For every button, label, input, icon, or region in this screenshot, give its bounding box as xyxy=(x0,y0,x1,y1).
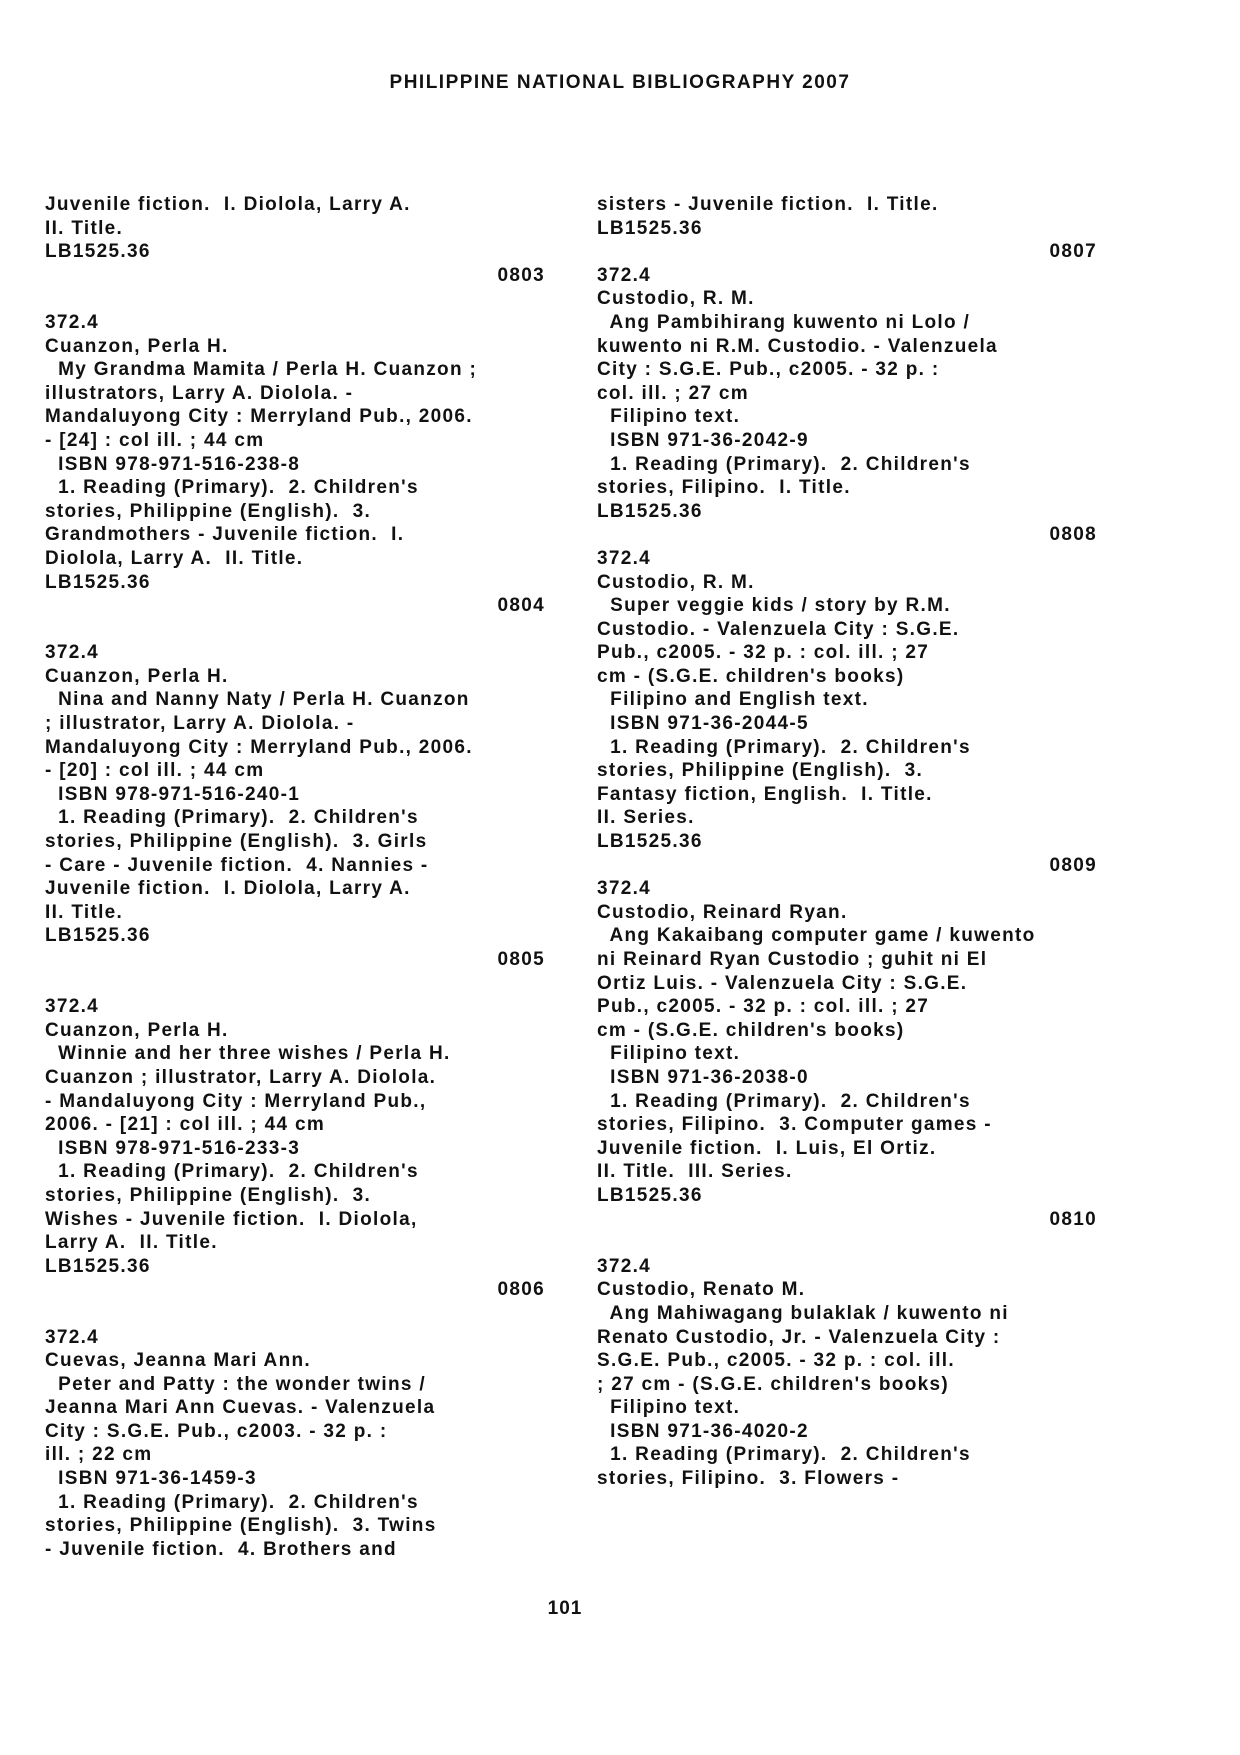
entry-line: Peter and Patty : the wonder twins / xyxy=(45,1373,426,1395)
blank-line xyxy=(597,1231,1097,1255)
entry-line: stories, Filipino. I. Title. xyxy=(597,477,851,499)
entry-line: Custodio, Reinard Ryan. xyxy=(597,901,848,923)
entry-line: City : S.G.E. Pub., c2003. - 32 p. : xyxy=(45,1420,388,1442)
entry-line: II. Title. III. Series. xyxy=(597,1161,793,1183)
entry-line: 1. Reading (Primary). 2. Children's xyxy=(597,1444,971,1466)
entry-line: Custodio, R. M. xyxy=(597,571,755,593)
entry-number: 0808 xyxy=(1049,524,1097,546)
entry-line: 1. Reading (Primary). 2. Children's xyxy=(597,1090,971,1112)
blank-line xyxy=(45,618,545,642)
left-column xyxy=(45,193,545,1561)
entry-line: 1. Reading (Primary). 2. Children's xyxy=(597,736,971,758)
entry-line: Custodio. - Valenzuela City : S.G.E. xyxy=(597,618,960,640)
entry-number: 0810 xyxy=(1049,1208,1097,1230)
entry-number: 0807 xyxy=(1049,241,1097,263)
entry-line: LB1525.36 xyxy=(597,1184,703,1206)
entry-line: 1. Reading (Primary). 2. Children's xyxy=(45,477,419,499)
entry-line: 1. Reading (Primary). 2. Children's xyxy=(45,1491,419,1513)
entry-line: LB1525.36 xyxy=(45,241,151,263)
entry-line: Larry A. II. Title. xyxy=(45,1232,218,1254)
entry-line: ; 27 cm - (S.G.E. children's books) xyxy=(597,1373,949,1395)
entry-line: Ortiz Luis. - Valenzuela City : S.G.E. xyxy=(597,972,968,994)
entry-line: Winnie and her three wishes / Perla H. xyxy=(45,1043,451,1065)
entry-line: ISBN 971-36-2044-5 xyxy=(597,713,809,735)
entry-line: 1. Reading (Primary). 2. Children's xyxy=(45,1161,419,1183)
entry-line: Ang Kakaibang computer game / kuwento xyxy=(597,925,1036,947)
entry-line: S.G.E. Pub., c2005. - 32 p. : col. ill. xyxy=(597,1350,955,1372)
entry-line: 372.4 xyxy=(597,264,652,286)
entry-line: Filipino text. xyxy=(597,1043,741,1065)
entry-line: ISBN 978-971-516-238-8 xyxy=(45,453,301,475)
entry-line: Pub., c2005. - 32 p. : col. ill. ; 27 xyxy=(597,642,930,664)
page-number: 101 xyxy=(547,1598,583,1619)
entry-line: Juvenile fiction. I. Diolola, Larry A. xyxy=(45,878,411,900)
entry-line: 372.4 xyxy=(45,311,100,333)
entry-line: 372.4 xyxy=(45,642,100,664)
entry-line: ISBN 971-36-4020-2 xyxy=(597,1420,809,1442)
entry-line: Renato Custodio, Jr. - Valenzuela City : xyxy=(597,1326,1001,1348)
entry-line: stories, Philippine (English). 3. xyxy=(597,760,924,782)
entry-line: Diolola, Larry A. II. Title. xyxy=(45,547,304,569)
entry-line: 1. Reading (Primary). 2. Children's xyxy=(45,807,419,829)
entry-line: ; illustrator, Larry A. Diolola. - xyxy=(45,713,355,735)
entry-line: My Grandma Mamita / Perla H. Cuanzon ; xyxy=(45,359,478,381)
entry-line: LB1525.36 xyxy=(45,1255,151,1277)
entry-line: Custodio, Renato M. xyxy=(597,1279,806,1301)
entry-line: II. Series. xyxy=(597,807,695,829)
entry-line: cm - (S.G.E. children's books) xyxy=(597,665,905,687)
entry-line: Filipino text. xyxy=(597,1397,741,1419)
entry-line: Mandaluyong City : Merryland Pub., 2006. xyxy=(45,406,473,428)
entry-line: Ang Pambihirang kuwento ni Lolo / xyxy=(597,311,971,333)
entry-line: kuwento ni R.M. Custodio. - Valenzuela xyxy=(597,335,998,357)
entry-line: 372.4 xyxy=(45,996,100,1018)
blank-line xyxy=(45,287,545,311)
entry-line: sisters - Juvenile fiction. I. Title. xyxy=(597,194,939,215)
entry-line: col. ill. ; 27 cm xyxy=(597,382,749,404)
entry-line: Super veggie kids / story by R.M. xyxy=(597,595,951,617)
blank-line xyxy=(45,972,545,996)
entry-line: - Juvenile fiction. 4. Brothers and xyxy=(45,1538,397,1560)
right-column xyxy=(597,193,1097,1491)
entry-line: 2006. - [21] : col ill. ; 44 cm xyxy=(45,1114,326,1136)
entry-line: Filipino and English text. xyxy=(597,689,869,711)
entry-line: - Care - Juvenile fiction. 4. Nannies - xyxy=(45,854,429,876)
entry-line: Juvenile fiction. I. Luis, El Ortiz. xyxy=(597,1137,937,1159)
entry-line: Mandaluyong City : Merryland Pub., 2006. xyxy=(45,736,473,758)
entry-line: - Mandaluyong City : Merryland Pub., xyxy=(45,1090,427,1112)
entry-line: ISBN 971-36-2042-9 xyxy=(597,429,809,451)
entry-line: Cuanzon ; illustrator, Larry A. Diolola. xyxy=(45,1066,437,1088)
entry-line: City : S.G.E. Pub., c2005. - 32 p. : xyxy=(597,359,940,381)
entry-line: LB1525.36 xyxy=(597,831,703,853)
entry-line: Fantasy fiction, English. I. Title. xyxy=(597,783,933,805)
entry-line: LB1525.36 xyxy=(45,571,151,593)
entry-line: Filipino text. xyxy=(597,406,741,428)
entry-line: ill. ; 22 cm xyxy=(45,1444,153,1466)
entry-line: - [24] : col ill. ; 44 cm xyxy=(45,429,265,451)
entry-line: 372.4 xyxy=(597,1255,652,1277)
entry-line: - [20] : col ill. ; 44 cm xyxy=(45,760,265,782)
entry-line: LB1525.36 xyxy=(45,925,151,947)
entry-line: Juvenile fiction. I. Diolola, Larry A. xyxy=(45,194,411,215)
entry-line: Cuanzon, Perla H. xyxy=(45,335,229,357)
entry-line: Jeanna Mari Ann Cuevas. - Valenzuela xyxy=(45,1397,436,1419)
entry-line: illustrators, Larry A. Diolola. - xyxy=(45,382,354,404)
entry-line: 372.4 xyxy=(45,1326,100,1348)
page-title: PHILIPPINE NATIONAL BIBLIOGRAPHY 2007 xyxy=(389,72,851,93)
entry-number: 0803 xyxy=(497,264,545,286)
entry-line: stories, Philippine (English). 3. Twins xyxy=(45,1515,437,1537)
entry-line: LB1525.36 xyxy=(597,500,703,522)
entry-line: Cuanzon, Perla H. xyxy=(45,665,229,687)
entry-line: LB1525.36 xyxy=(597,217,703,239)
entry-line: stories, Filipino. 3. Flowers - xyxy=(597,1468,900,1490)
entry-line: Pub., c2005. - 32 p. : col. ill. ; 27 xyxy=(597,996,930,1018)
entry-number: 0809 xyxy=(1049,854,1097,876)
entry-line: ISBN 971-36-2038-0 xyxy=(597,1066,809,1088)
entry-line: 1. Reading (Primary). 2. Children's xyxy=(597,453,971,475)
entry-line: Cuevas, Jeanna Mari Ann. xyxy=(45,1350,311,1372)
entry-number: 0805 xyxy=(497,949,545,970)
entry-line: 372.4 xyxy=(597,547,652,569)
entry-line: stories, Philippine (English). 3. Girls xyxy=(45,831,428,853)
entry-line: cm - (S.G.E. children's books) xyxy=(597,1019,905,1041)
entry-line: stories, Filipino. 3. Computer games - xyxy=(597,1114,992,1136)
entry-line: Custodio, R. M. xyxy=(597,288,755,310)
entry-line: Cuanzon, Perla H. xyxy=(45,1019,229,1041)
entry-line: 372.4 xyxy=(597,878,652,900)
entry-line: Wishes - Juvenile fiction. I. Diolola, xyxy=(45,1208,418,1230)
entry-line: stories, Philippine (English). 3. xyxy=(45,500,372,522)
entry-line: Nina and Nanny Naty / Perla H. Cuanzon xyxy=(45,689,470,711)
entry-number: 0806 xyxy=(497,1279,545,1301)
entry-line: II. Title. xyxy=(45,901,124,923)
entry-line: ISBN 971-36-1459-3 xyxy=(45,1468,257,1490)
blank-line xyxy=(45,1302,545,1326)
entry-line: II. Title. xyxy=(45,217,124,239)
entry-line: stories, Philippine (English). 3. xyxy=(45,1184,372,1206)
entry-line: Grandmothers - Juvenile fiction. I. xyxy=(45,524,405,546)
entry-number: 0804 xyxy=(497,595,545,617)
entry-line: ISBN 978-971-516-240-1 xyxy=(45,783,301,805)
entry-line: ISBN 978-971-516-233-3 xyxy=(45,1137,301,1159)
entry-line: ni Reinard Ryan Custodio ; guhit ni El xyxy=(597,949,988,970)
entry-line: Ang Mahiwagang bulaklak / kuwento ni xyxy=(597,1302,1009,1324)
